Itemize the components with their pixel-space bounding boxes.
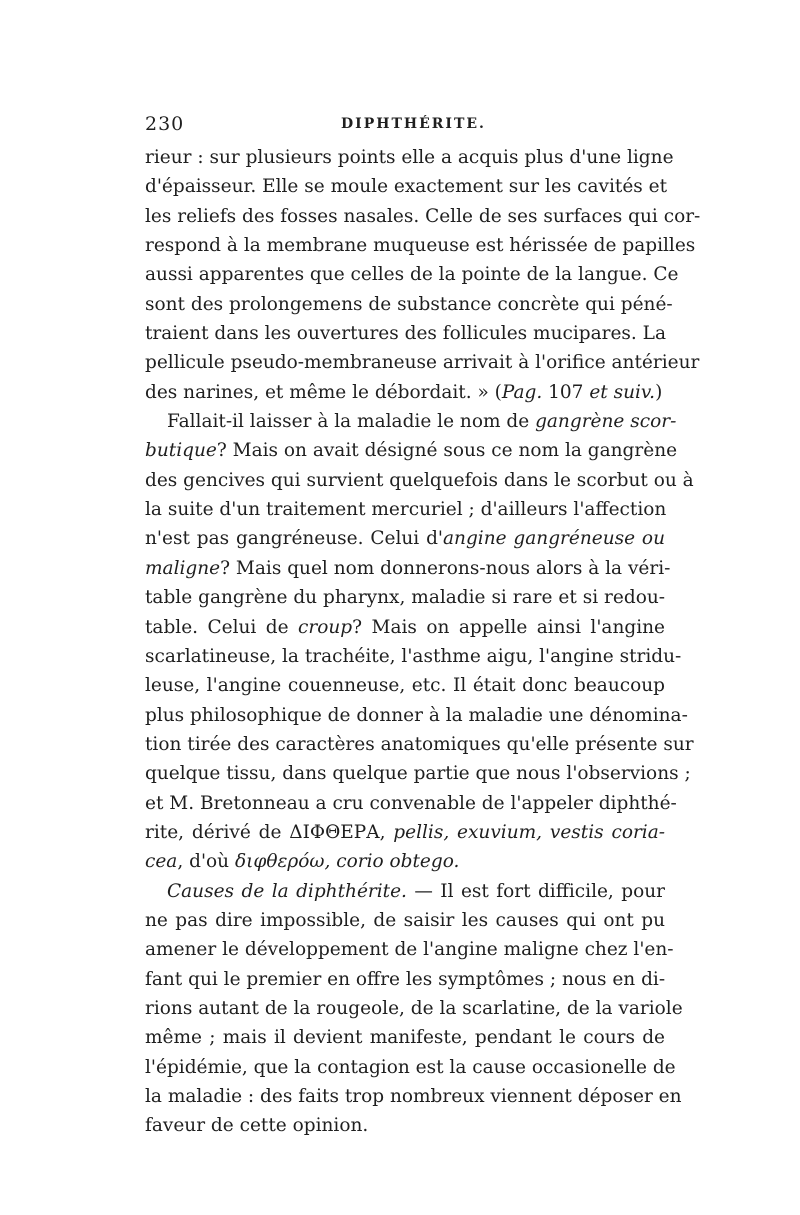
text-line [145,583,665,612]
text-segment: ne pas dire impossible, de saisir les causes qui ont pu [145,909,665,931]
text-line [145,524,665,553]
text-segment: traient dans les ouvertures des follicules mucipares. La [145,323,666,345]
italic-text: croup [298,616,353,638]
italic-text: cea [145,851,178,873]
text-segment: d'épaisseur. Elle se moule exactement sur les cavités et [145,176,668,198]
text-segment: ? Mais on avait désigné sous ce nom la gangrène [216,440,678,462]
italic-text: angine gangréneuse ou [443,528,665,550]
text-segment: rite, dérivé de ΔΙΦΘΕΡΑ, [145,821,394,843]
text-segment: même ; mais il devient manifeste, pendant le cours de [145,1027,665,1049]
text-segment: sont des prolongemens de substance concrète qui péné- [145,293,673,315]
text-segment: pellicule pseudo-membraneuse arrivait à l'orifice antérieur [145,352,700,374]
text-segment: leuse, l'angine couenneuse, etc. Il était donc beaucoup [145,675,665,697]
text-line [145,789,677,818]
text-line [145,554,671,583]
text-line [145,1023,665,1052]
text-segment: 107 [542,381,590,403]
text-segment: n'est pas gangréneuse. Celui d' [145,528,443,550]
text-segment: plus philosophique de donner à la maladie une dénomina- [145,704,688,726]
text-line [145,818,665,847]
text-line [145,965,665,994]
text-line [145,847,665,876]
text-line [145,407,677,436]
italic-text: et suiv. [589,381,656,403]
text-line [145,935,674,964]
text-line [145,730,694,759]
text-line [145,701,688,730]
text-line [145,231,696,260]
text-segment: aussi apparentes que celles de la pointe de la langue. Ce [145,264,679,286]
italic-text: gangrène scor- [535,411,677,433]
text-segment: ? Mais on appelle ainsi l'angine [352,616,665,638]
text-line [145,1111,665,1140]
italic-text: pellis, exuvium, vestis coria- [393,821,665,843]
text-line [145,759,691,788]
text-line [145,260,679,289]
text-segment: ) [655,381,663,403]
text-segment: , d'où [177,851,235,873]
text-segment: respond à la membrane muqueuse est hérissée de papilles [145,235,696,257]
text-segment: les reliefs des fosses nasales. Celle de ses surfaces qui cor- [145,205,701,227]
body-text [145,143,701,1141]
text-line [145,994,683,1023]
text-segment: rieur : sur plusieurs points elle a acquis plus d'une ligne [145,147,674,168]
page-header [145,113,665,137]
text-segment: ? Mais quel nom donnerons-nous alors à la véri- [220,557,671,579]
italic-text: maligne [145,557,221,579]
text-segment: amener le développement de l'angine maligne chez l'en- [145,939,674,961]
text-segment: la suite d'un traitement mercuriel ; d'ailleurs l'affection [145,499,667,521]
italic-text: Pag. [501,381,543,403]
text-line [145,671,665,700]
text-segment: rions autant de la rougeole, de la scarlatine, de la variole [145,997,683,1019]
italic-text: Causes de la diphthérite. [167,880,407,902]
text-segment: l'épidémie, que la contagion est la cause occasionelle de [145,1056,676,1078]
text-line [145,143,674,172]
text-segment: scarlatineuse, la trachéite, l'asthme aigu, l'angine stridu- [145,645,682,667]
text-segment: des narines, et même le débordait. » ( [145,381,502,403]
text-segment: — Il est fort difficile, pour [406,880,665,902]
text-line [145,1082,682,1111]
text-segment: quelque tissu, dans quelque partie que nous l'observions ; [145,763,691,785]
text-segment: Fallait-il laisser à la maladie le nom de [167,411,536,433]
text-line [145,877,665,906]
text-segment: faveur de cette opinion. [145,1115,369,1137]
text-line [145,906,665,935]
italic-text: διφθερόω, corio obtego. [234,851,460,873]
text-line [145,436,678,465]
text-segment: des gencives qui survient quelquefois dans le scorbut ou à [145,469,694,491]
text-line [145,378,665,407]
text-line [145,319,665,348]
text-line [145,642,682,671]
text-line [145,202,701,231]
text-line [145,466,694,495]
text-segment: tion tirée des caractères anatomiques qu'elle présente sur [145,733,694,755]
text-segment: et M. Bretonneau a cru convenable de l'appeler diphthé- [145,792,677,814]
text-line [145,1053,676,1082]
text-line [145,348,700,377]
text-segment: fant qui le premier en offre les symptômes ; nous en di- [145,968,666,990]
text-segment: table gangrène du pharynx, maladie si rare et si redou- [145,587,665,609]
text-line [145,172,668,201]
italic-text: butique [145,440,217,462]
text-line [145,613,665,642]
text-line [145,290,673,319]
running-head: DIPHTHÉRITE. [341,116,486,132]
page-number: 230 [145,113,185,135]
text-line [145,495,665,524]
text-segment: table. Celui de [145,616,299,638]
text-segment: la maladie : des faits trop nombreux viennent déposer en [145,1086,682,1107]
